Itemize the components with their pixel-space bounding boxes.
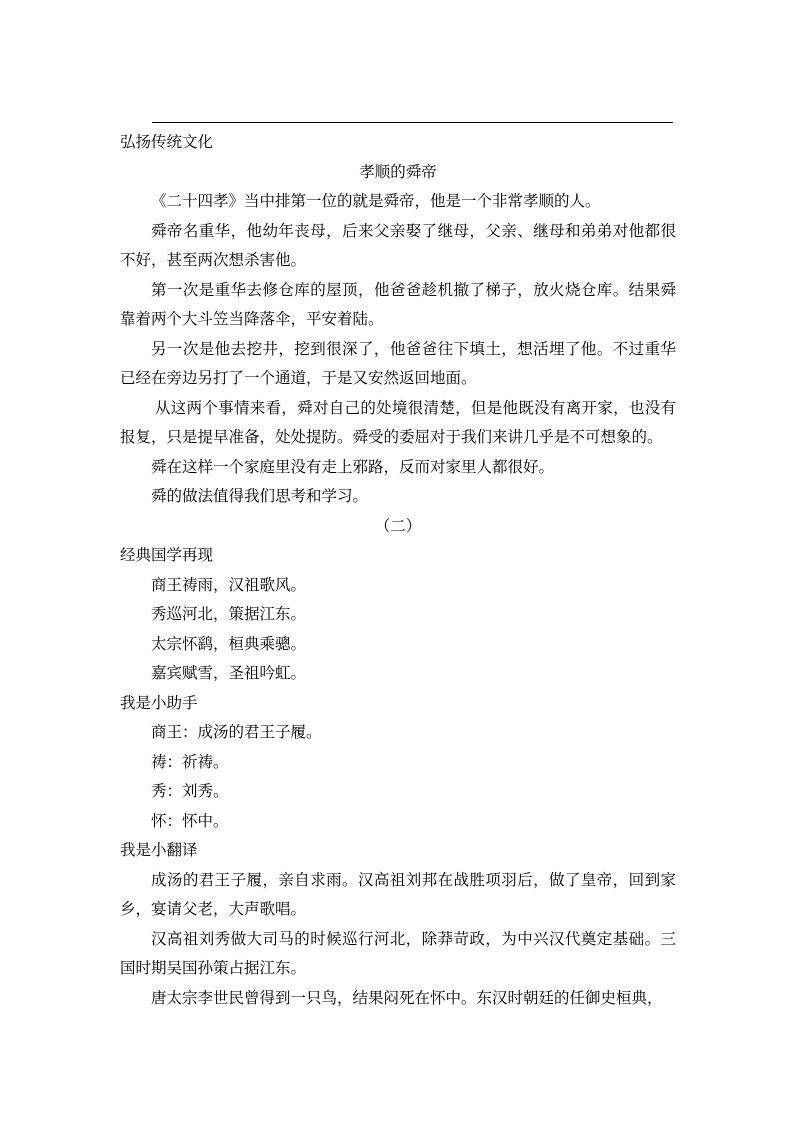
classics-label: 经典国学再现	[120, 546, 214, 564]
classics-line: 太宗怀鹞，桓典乘骢。	[151, 634, 307, 653]
part-heading: （二）	[374, 516, 422, 535]
helper-line: 怀：怀中。	[151, 811, 229, 830]
classics-line: 秀巡河北，策据江东。	[151, 605, 307, 623]
helper-line: 祷：祈祷。	[151, 752, 229, 771]
translator-label: 我是小翻译	[120, 841, 198, 859]
classics-line: 商王祷雨，汉祖歌风。	[151, 575, 307, 594]
header-rule	[152, 122, 673, 123]
classics-line: 嘉宾赋雪，圣祖吟虹。	[151, 664, 307, 682]
story-paragraph: 舜在这样一个家庭里没有走上邪路，反而对家里人都很好。	[151, 457, 555, 476]
story-paragraph: 舜帝名重华，他幼年丧母，后来父亲娶了继母，父亲、继母和弟弟对他都很不好，甚至两次想杀害他。	[120, 221, 676, 269]
story-paragraph: 另一次是他去挖井，挖到很深了，他爸爸往下填土，想活埋了他。不过重华已经在旁边另打了一个通道，于是又安然返回地面。	[120, 339, 676, 387]
document-body	[120, 128, 676, 1013]
story-title: 孝顺的舜帝	[359, 162, 437, 181]
story-paragraph: 舜的做法值得我们思考和学习。	[151, 487, 369, 505]
translator-paragraph: 成汤的君王子履，亲自求雨。汉高祖刘邦在战胜项羽后，做了皇帝，回到家乡，宴请父老，大声歌唱。	[120, 870, 676, 918]
translator-paragraph: 汉高祖刘秀做大司马的时候巡行河北，除莽苛政，为中兴汉代奠定基础。三国时期吴国孙策占据江东。	[120, 929, 676, 977]
helper-line: 商王：成汤的君王子履。	[151, 723, 322, 741]
translator-paragraph: 唐太宗李世民曾得到一只鸟，结果闷死在怀中。东汉时朝廷的任御史桓典，	[151, 988, 663, 1007]
story-paragraph: 《二十四孝》当中排第一位的就是舜帝，他是一个非常孝顺的人。	[151, 192, 601, 210]
helper-label: 我是小助手	[120, 693, 198, 712]
story-paragraph: 从这两个事情来看，舜对自己的处境很清楚，但是他既没有离开家，也没有报复，只是提早准备，处处提防。舜受的委屈对于我们来讲几乎是不可想象的。	[120, 398, 676, 446]
story-paragraph: 第一次是重华去修仓库的屋顶，他爸爸趁机撤了梯子，放火烧仓库。结果舜靠着两个大斗笠当降落伞，平安着陆。	[120, 280, 676, 328]
helper-line: 秀：刘秀。	[151, 782, 229, 800]
section-label: 弘扬传统文化	[120, 133, 214, 151]
